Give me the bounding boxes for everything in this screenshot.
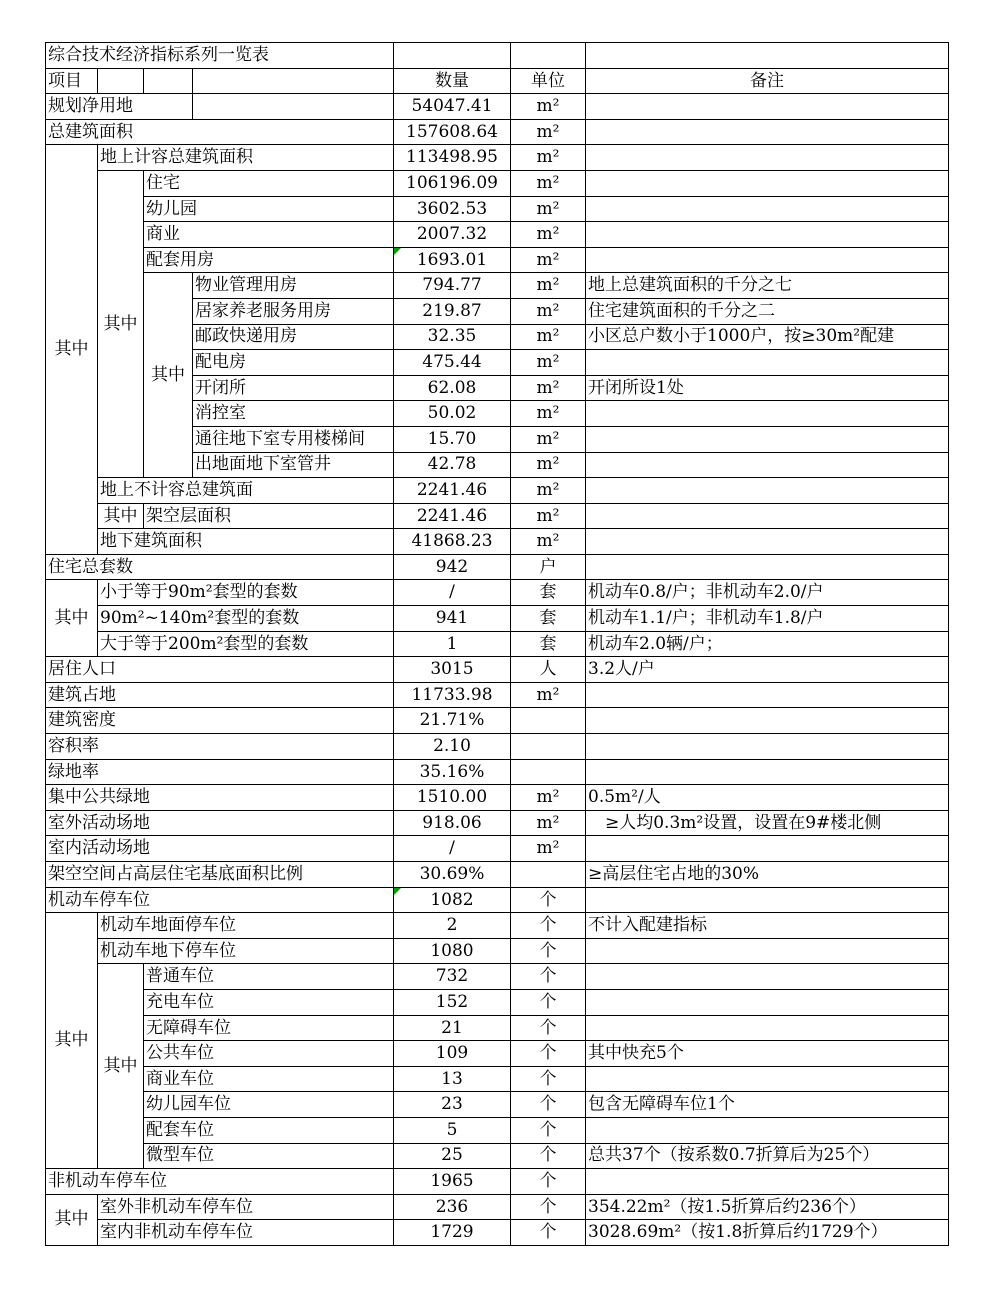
table-row [46, 734, 949, 760]
unit-cell[interactable]: 户 [511, 554, 586, 580]
item-label-cell[interactable]: 架空空间占高层住宅基底面积比例 [46, 862, 394, 888]
item-label-cell[interactable]: 大于等于200m²套型的套数 [98, 631, 394, 657]
column-header-cell[interactable]: 备注 [586, 68, 949, 94]
quantity-cell[interactable]: 50.02 [394, 401, 511, 427]
quantity-cell[interactable]: 918.06 [394, 810, 511, 836]
unit-cell[interactable]: 个 [511, 989, 586, 1015]
item-label-cell[interactable]: 地上不计容总建筑面 [98, 478, 394, 504]
remark-cell[interactable] [586, 989, 949, 1015]
remark-cell[interactable]: 机动车1.1/户；非机动车1.8/户 [586, 606, 949, 632]
item-label-cell[interactable]: 总建筑面积 [46, 119, 394, 145]
quantity-cell[interactable]: / [394, 836, 511, 862]
item-label-cell[interactable]: 架空层面积 [144, 503, 394, 529]
table-row [46, 68, 949, 94]
unit-cell[interactable] [511, 759, 586, 785]
table-row [46, 759, 949, 785]
table-row [46, 682, 949, 708]
table-row [46, 1041, 949, 1067]
item-label-cell[interactable]: 出地面地下室管井 [193, 452, 394, 478]
error-flag-icon [394, 888, 401, 895]
remark-cell[interactable] [586, 43, 949, 69]
quantity-cell[interactable]: 1510.00 [394, 785, 511, 811]
item-label-cell[interactable]: 商业车位 [144, 1066, 394, 1092]
quantity-cell[interactable]: 794.77 [394, 273, 511, 299]
group-qizhong-cell[interactable]: 其中 [46, 580, 98, 657]
column-header-cell[interactable]: 项目 [46, 68, 98, 94]
table-row [46, 836, 949, 862]
quantity-cell[interactable]: 157608.64 [394, 119, 511, 145]
unit-cell[interactable]: m² [511, 222, 586, 248]
column-header-cell[interactable] [98, 68, 144, 94]
unit-cell[interactable]: 个 [511, 1194, 586, 1220]
unit-cell[interactable]: 个 [511, 1220, 586, 1246]
group-qizhong-cell[interactable]: 其中 [98, 503, 144, 529]
quantity-cell[interactable]: 23 [394, 1092, 511, 1118]
item-label-cell[interactable]: 地上计容总建筑面积 [98, 145, 394, 171]
item-label-cell[interactable]: 物业管理用房 [193, 273, 394, 299]
unit-cell[interactable]: m² [511, 94, 586, 120]
item-label-cell[interactable]: 商业 [144, 222, 394, 248]
item-label-cell[interactable]: 室内非机动车停车位 [98, 1220, 394, 1246]
table-row [46, 708, 949, 734]
remark-cell[interactable] [586, 708, 949, 734]
remark-cell[interactable] [586, 938, 949, 964]
table-row [46, 1066, 949, 1092]
quantity-cell[interactable]: 25 [394, 1143, 511, 1169]
unit-cell[interactable]: 套 [511, 580, 586, 606]
item-label-cell[interactable]: 容积率 [46, 734, 394, 760]
remark-cell[interactable] [586, 222, 949, 248]
item-label-cell[interactable]: 幼儿园车位 [144, 1092, 394, 1118]
unit-cell[interactable]: m² [511, 503, 586, 529]
item-label-cell[interactable]: 集中公共绿地 [46, 785, 394, 811]
item-label-cell[interactable]: 消控室 [193, 401, 394, 427]
quantity-cell[interactable]: 941 [394, 606, 511, 632]
unit-cell[interactable]: 套 [511, 606, 586, 632]
table-row [46, 247, 949, 273]
remark-cell[interactable]: 机动车0.8/户；非机动车2.0/户 [586, 580, 949, 606]
remark-cell[interactable] [586, 478, 949, 504]
quantity-cell[interactable]: 3602.53 [394, 196, 511, 222]
item-label-cell[interactable]: 机动车地下停车位 [98, 938, 394, 964]
item-label-cell[interactable]: 室内活动场地 [46, 836, 394, 862]
item-label-cell[interactable]: 配套用房 [144, 247, 394, 273]
error-flag-icon [394, 248, 401, 255]
item-label-cell[interactable]: 小于等于90m²套型的套数 [98, 580, 394, 606]
quantity-cell[interactable]: 1080 [394, 938, 511, 964]
remark-cell[interactable]: 其中快充5个 [586, 1041, 949, 1067]
item-label-cell[interactable]: 建筑占地 [46, 682, 394, 708]
table-row [46, 862, 949, 888]
item-label-cell[interactable]: 开闭所 [193, 375, 394, 401]
table-row [46, 989, 949, 1015]
group-qizhong-cell[interactable]: 其中 [98, 964, 144, 1169]
quantity-cell[interactable]: 152 [394, 989, 511, 1015]
quantity-cell[interactable]: 62.08 [394, 375, 511, 401]
table-row [46, 1117, 949, 1143]
table-row [46, 964, 949, 990]
table-row [46, 43, 949, 69]
remark-cell[interactable]: 机动车2.0辆/户； [586, 631, 949, 657]
unit-cell[interactable]: m² [511, 682, 586, 708]
quantity-cell[interactable]: 54047.41 [394, 94, 511, 120]
item-label-cell[interactable]: 普通车位 [144, 964, 394, 990]
unit-cell[interactable]: m² [511, 785, 586, 811]
quantity-cell[interactable]: 21 [394, 1015, 511, 1041]
indicators-table-container [45, 42, 949, 1246]
quantity-cell[interactable]: 113498.95 [394, 145, 511, 171]
remark-cell[interactable] [586, 1015, 949, 1041]
table-row [46, 1169, 949, 1195]
remark-cell[interactable] [586, 119, 949, 145]
unit-cell[interactable] [511, 734, 586, 760]
quantity-cell[interactable]: 236 [394, 1194, 511, 1220]
unit-cell[interactable] [511, 862, 586, 888]
column-header-cell[interactable] [193, 68, 394, 94]
quantity-cell[interactable]: 106196.09 [394, 170, 511, 196]
quantity-cell[interactable]: 942 [394, 554, 511, 580]
unit-cell[interactable]: m² [511, 401, 586, 427]
remark-cell[interactable]: 地上总建筑面积的千分之七 [586, 273, 949, 299]
item-label-cell[interactable]: 地下建筑面积 [98, 529, 394, 555]
unit-cell[interactable]: m² [511, 375, 586, 401]
remark-cell[interactable] [586, 503, 949, 529]
unit-cell[interactable]: 个 [511, 1143, 586, 1169]
unit-cell[interactable]: m² [511, 145, 586, 171]
unit-cell[interactable]: m² [511, 170, 586, 196]
quantity-cell[interactable]: 475.44 [394, 350, 511, 376]
unit-cell[interactable]: m² [511, 298, 586, 324]
column-header-cell[interactable]: 单位 [511, 68, 586, 94]
unit-cell[interactable]: m² [511, 350, 586, 376]
item-label-cell[interactable]: 室外非机动车停车位 [98, 1194, 394, 1220]
remark-cell[interactable] [586, 1117, 949, 1143]
quantity-cell[interactable]: 15.70 [394, 426, 511, 452]
table-row [46, 631, 949, 657]
quantity-cell[interactable]: 1693.01 [394, 247, 511, 273]
remark-cell[interactable]: 包含无障碍车位1个 [586, 1092, 949, 1118]
unit-cell[interactable]: 个 [511, 913, 586, 939]
remark-cell[interactable]: ≥高层住宅占地的30% [586, 862, 949, 888]
remark-cell[interactable]: 354.22m²（按1.5折算后约236个） [586, 1194, 949, 1220]
quantity-cell[interactable]: 30.69% [394, 862, 511, 888]
unit-cell[interactable]: m² [511, 452, 586, 478]
item-label-cell[interactable]: 90m²~140m²套型的套数 [98, 606, 394, 632]
quantity-cell[interactable]: 109 [394, 1041, 511, 1067]
item-label-cell[interactable] [193, 94, 394, 120]
unit-cell[interactable]: 个 [511, 938, 586, 964]
unit-cell[interactable]: m² [511, 478, 586, 504]
group-qizhong-cell[interactable]: 其中 [144, 273, 193, 478]
table-row [46, 1194, 949, 1220]
item-label-cell[interactable]: 规划净用地 [46, 94, 193, 120]
indicators-table [45, 42, 949, 1246]
item-label-cell[interactable]: 居住人口 [46, 657, 394, 683]
table-title-cell[interactable]: 综合技术经济指标系列一览表 [46, 43, 394, 69]
table-row [46, 119, 949, 145]
remark-cell[interactable] [586, 401, 949, 427]
group-qizhong-cell[interactable]: 其中 [98, 170, 144, 477]
table-row [46, 785, 949, 811]
column-header-cell[interactable] [144, 68, 193, 94]
quantity-cell[interactable]: 13 [394, 1066, 511, 1092]
remark-cell[interactable] [586, 426, 949, 452]
table-row [46, 196, 949, 222]
quantity-cell[interactable]: 32.35 [394, 324, 511, 350]
remark-cell[interactable] [586, 350, 949, 376]
column-header-cell[interactable]: 数量 [394, 68, 511, 94]
table-row [46, 938, 949, 964]
quantity-cell[interactable]: 5 [394, 1117, 511, 1143]
remark-cell[interactable] [586, 759, 949, 785]
quantity-cell[interactable]: 35.16% [394, 759, 511, 785]
unit-cell[interactable]: m² [511, 247, 586, 273]
quantity-cell[interactable]: 2.10 [394, 734, 511, 760]
remark-cell[interactable]: 3.2人/户 [586, 657, 949, 683]
quantity-cell[interactable]: 219.87 [394, 298, 511, 324]
group-qizhong-cell[interactable]: 其中 [46, 1194, 98, 1245]
unit-cell[interactable]: m² [511, 529, 586, 555]
quantity-cell[interactable]: 2 [394, 913, 511, 939]
table-row [46, 1220, 949, 1246]
group-qizhong-cell[interactable]: 其中 [46, 145, 98, 555]
quantity-cell[interactable]: / [394, 580, 511, 606]
table-row [46, 478, 949, 504]
table-row [46, 222, 949, 248]
quantity-cell[interactable]: 21.71% [394, 708, 511, 734]
remark-cell[interactable] [586, 247, 949, 273]
unit-cell[interactable]: 个 [511, 964, 586, 990]
table-row [46, 1092, 949, 1118]
group-qizhong-cell[interactable]: 其中 [46, 913, 98, 1169]
table-row [46, 529, 949, 555]
unit-cell[interactable]: 个 [511, 1041, 586, 1067]
table-row [46, 1015, 949, 1041]
unit-cell[interactable] [511, 708, 586, 734]
item-label-cell[interactable]: 机动车地面停车位 [98, 913, 394, 939]
remark-cell[interactable] [586, 734, 949, 760]
quantity-cell[interactable]: 1 [394, 631, 511, 657]
unit-cell[interactable]: 个 [511, 1117, 586, 1143]
remark-cell[interactable]: 开闭所设1处 [586, 375, 949, 401]
quantity-cell[interactable]: 1965 [394, 1169, 511, 1195]
remark-cell[interactable] [586, 836, 949, 862]
remark-cell[interactable] [586, 554, 949, 580]
remark-cell[interactable]: 3028.69m²（按1.8折算后约1729个） [586, 1220, 949, 1246]
table-row [46, 657, 949, 683]
unit-cell[interactable]: m² [511, 273, 586, 299]
quantity-cell[interactable]: 3015 [394, 657, 511, 683]
item-label-cell[interactable]: 充电车位 [144, 989, 394, 1015]
remark-cell[interactable] [586, 94, 949, 120]
unit-cell[interactable] [511, 43, 586, 69]
table-row [46, 1143, 949, 1169]
table-row [46, 94, 949, 120]
remark-cell[interactable] [586, 682, 949, 708]
quantity-cell[interactable]: 1729 [394, 1220, 511, 1246]
unit-cell[interactable]: 个 [511, 1092, 586, 1118]
quantity-cell[interactable]: 732 [394, 964, 511, 990]
item-label-cell[interactable]: 建筑密度 [46, 708, 394, 734]
item-label-cell[interactable]: 配电房 [193, 350, 394, 376]
remark-cell[interactable]: 总共37个（按系数0.7折算后为25个） [586, 1143, 949, 1169]
unit-cell[interactable]: m² [511, 196, 586, 222]
item-label-cell[interactable]: 绿地率 [46, 759, 394, 785]
item-label-cell[interactable]: 无障碍车位 [144, 1015, 394, 1041]
remark-cell[interactable] [586, 196, 949, 222]
remark-cell[interactable]: 住宅建筑面积的千分之二 [586, 298, 949, 324]
quantity-cell[interactable]: 2241.46 [394, 478, 511, 504]
item-label-cell[interactable]: 幼儿园 [144, 196, 394, 222]
unit-cell[interactable]: m² [511, 426, 586, 452]
unit-cell[interactable]: m² [511, 119, 586, 145]
remark-cell[interactable] [586, 964, 949, 990]
quantity-cell[interactable]: 1082 [394, 887, 511, 913]
item-label-cell[interactable]: 机动车停车位 [46, 887, 394, 913]
unit-cell[interactable]: m² [511, 810, 586, 836]
table-row [46, 273, 949, 299]
quantity-cell[interactable]: 42.78 [394, 452, 511, 478]
quantity-cell[interactable]: 2241.46 [394, 503, 511, 529]
quantity-cell[interactable]: 11733.98 [394, 682, 511, 708]
unit-cell[interactable]: 个 [511, 1169, 586, 1195]
remark-cell[interactable] [586, 887, 949, 913]
indicators-table-body [46, 43, 949, 1246]
item-label-cell[interactable]: 室外活动场地 [46, 810, 394, 836]
remark-cell[interactable]: 0.5m²/人 [586, 785, 949, 811]
table-row [46, 887, 949, 913]
table-row [46, 913, 949, 939]
table-row [46, 810, 949, 836]
quantity-cell[interactable]: 41868.23 [394, 529, 511, 555]
table-row [46, 503, 949, 529]
item-label-cell[interactable]: 住宅 [144, 170, 394, 196]
remark-cell[interactable] [586, 452, 949, 478]
item-label-cell[interactable]: 公共车位 [144, 1041, 394, 1067]
item-label-cell[interactable]: 住宅总套数 [46, 554, 394, 580]
table-row [46, 554, 949, 580]
quantity-cell[interactable]: 2007.32 [394, 222, 511, 248]
unit-cell[interactable]: 套 [511, 631, 586, 657]
unit-cell[interactable]: 个 [511, 887, 586, 913]
table-row [46, 170, 949, 196]
unit-cell[interactable]: m² [511, 324, 586, 350]
item-label-cell[interactable]: 微型车位 [144, 1143, 394, 1169]
remark-cell[interactable] [586, 1169, 949, 1195]
unit-cell[interactable]: m² [511, 836, 586, 862]
table-row [46, 606, 949, 632]
table-row [46, 580, 949, 606]
unit-cell[interactable]: 个 [511, 1015, 586, 1041]
item-label-cell[interactable]: 非机动车停车位 [46, 1169, 394, 1195]
item-label-cell[interactable]: 配套车位 [144, 1117, 394, 1143]
item-label-cell[interactable]: 居家养老服务用房 [193, 298, 394, 324]
remark-cell[interactable] [586, 529, 949, 555]
table-row [46, 145, 949, 171]
item-label-cell[interactable]: 通往地下室专用楼梯间 [193, 426, 394, 452]
unit-cell[interactable]: 人 [511, 657, 586, 683]
unit-cell[interactable]: 个 [511, 1066, 586, 1092]
remark-cell[interactable]: 不计入配建指标 [586, 913, 949, 939]
item-label-cell[interactable]: 邮政快递用房 [193, 324, 394, 350]
quantity-cell[interactable] [394, 43, 511, 69]
remark-cell[interactable]: 小区总户数小于1000户，按≥30m²配建 [586, 324, 949, 350]
remark-cell[interactable] [586, 145, 949, 171]
remark-cell[interactable] [586, 170, 949, 196]
remark-cell[interactable]: ≥人均0.3m²设置，设置在9#楼北侧 [586, 810, 949, 836]
remark-cell[interactable] [586, 1066, 949, 1092]
